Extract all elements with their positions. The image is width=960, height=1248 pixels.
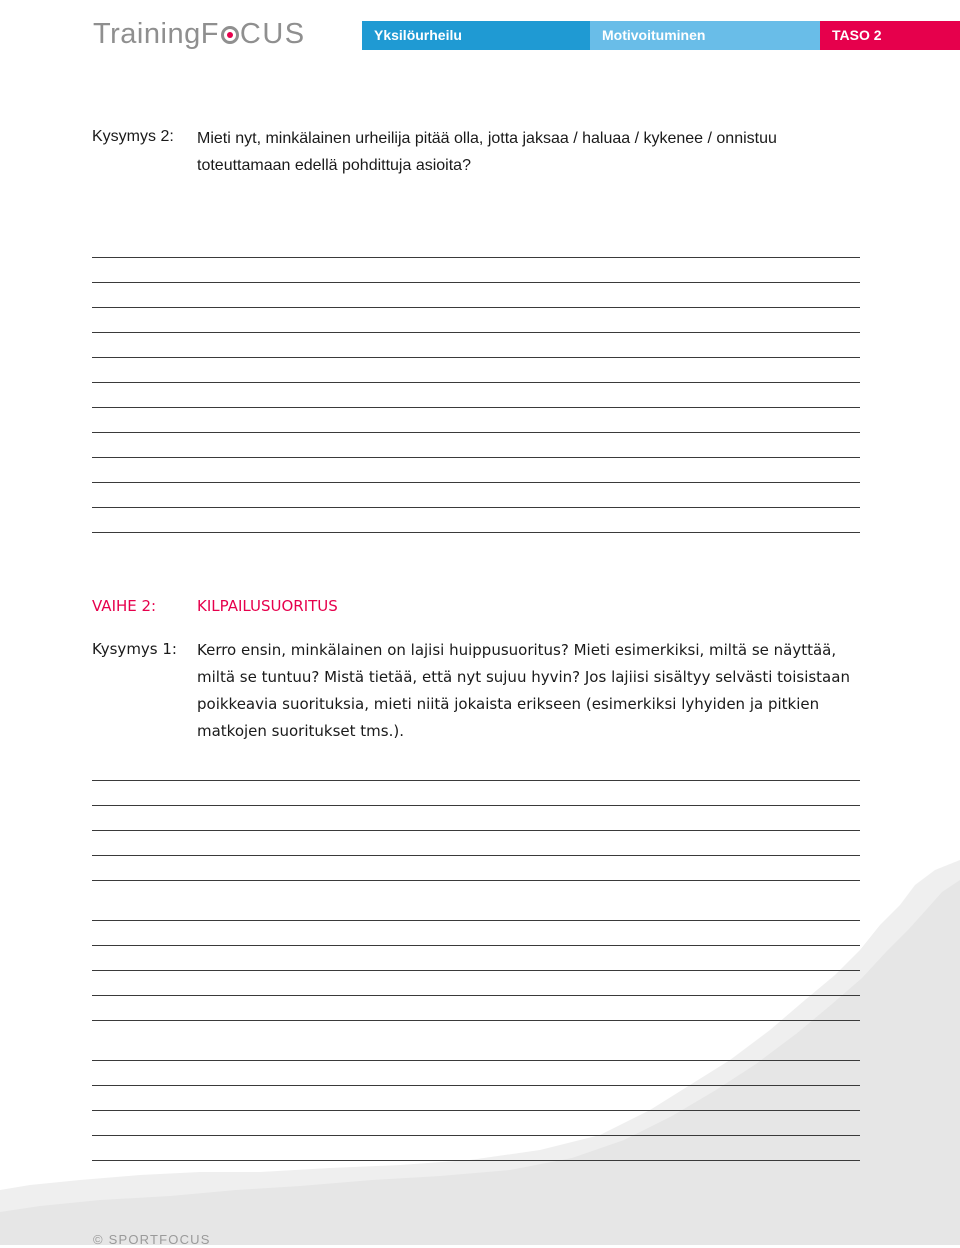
answer-line[interactable] xyxy=(92,1085,860,1086)
question2-label: Kysymys 2: xyxy=(92,128,174,145)
tab-motivoituminen[interactable]: Motivoituminen xyxy=(590,21,820,50)
phase-label: VAIHE 2: xyxy=(92,597,157,615)
answer-line[interactable] xyxy=(92,457,860,458)
logo-text: TrainingF CUS xyxy=(93,18,306,50)
answer-line[interactable] xyxy=(92,507,860,508)
answer-line[interactable] xyxy=(92,307,860,308)
answer-line[interactable] xyxy=(92,532,860,533)
answer-line[interactable] xyxy=(92,945,860,946)
answer-line[interactable] xyxy=(92,830,860,831)
answer-line[interactable] xyxy=(92,780,860,781)
trainingfocus-logo xyxy=(93,14,338,54)
answer-line[interactable] xyxy=(92,382,860,383)
answer-line[interactable] xyxy=(92,1020,860,1021)
answer-line[interactable] xyxy=(92,1160,860,1161)
answer-line[interactable] xyxy=(92,1110,860,1111)
answer-line[interactable] xyxy=(92,257,860,258)
question2-text: Mieti nyt, minkälainen urheilija pitää olla, jotta jaksaa / haluaa / kykenee / onnistuu toteuttamaan edellä pohdittuja asioita? xyxy=(197,130,777,174)
question1-text: Kerro ensin, minkälainen on lajisi huippusuoritus? Mieti esimerkiksi, miltä se näyttää, miltä se tuntuu? Mistä tietää, että nyt sujuu hyvin? Jos lajiisi sisältyy selvästi toisistaan poikkeavia suorituksia, mieti niitä jokaista erikseen (esimerkiksi lyhyiden ja pitkien matkojen suoritukset tms.). xyxy=(197,641,850,740)
tab-taso[interactable]: TASO 2 xyxy=(820,21,960,50)
answer-line[interactable] xyxy=(92,805,860,806)
answer-line[interactable] xyxy=(92,282,860,283)
answer-line[interactable] xyxy=(92,880,860,881)
answer-line[interactable] xyxy=(92,407,860,408)
phase-title: KILPAILUSUORITUS xyxy=(197,597,338,615)
answer-line[interactable] xyxy=(92,855,860,856)
answer-line[interactable] xyxy=(92,1135,860,1136)
answer-line[interactable] xyxy=(92,970,860,971)
tab-yksilourheilu[interactable]: Yksilöurheilu xyxy=(362,21,590,50)
question1-label: Kysymys 1: xyxy=(92,640,177,658)
answer-line[interactable] xyxy=(92,995,860,996)
answer-line[interactable] xyxy=(92,332,860,333)
answer-line[interactable] xyxy=(92,357,860,358)
answer-line[interactable] xyxy=(92,1060,860,1061)
answer-line[interactable] xyxy=(92,920,860,921)
footer-copyright: © SPORTFOCUS xyxy=(93,1232,211,1247)
logo-o-icon xyxy=(221,26,239,44)
answer-line[interactable] xyxy=(92,432,860,433)
answer-line[interactable] xyxy=(92,482,860,483)
